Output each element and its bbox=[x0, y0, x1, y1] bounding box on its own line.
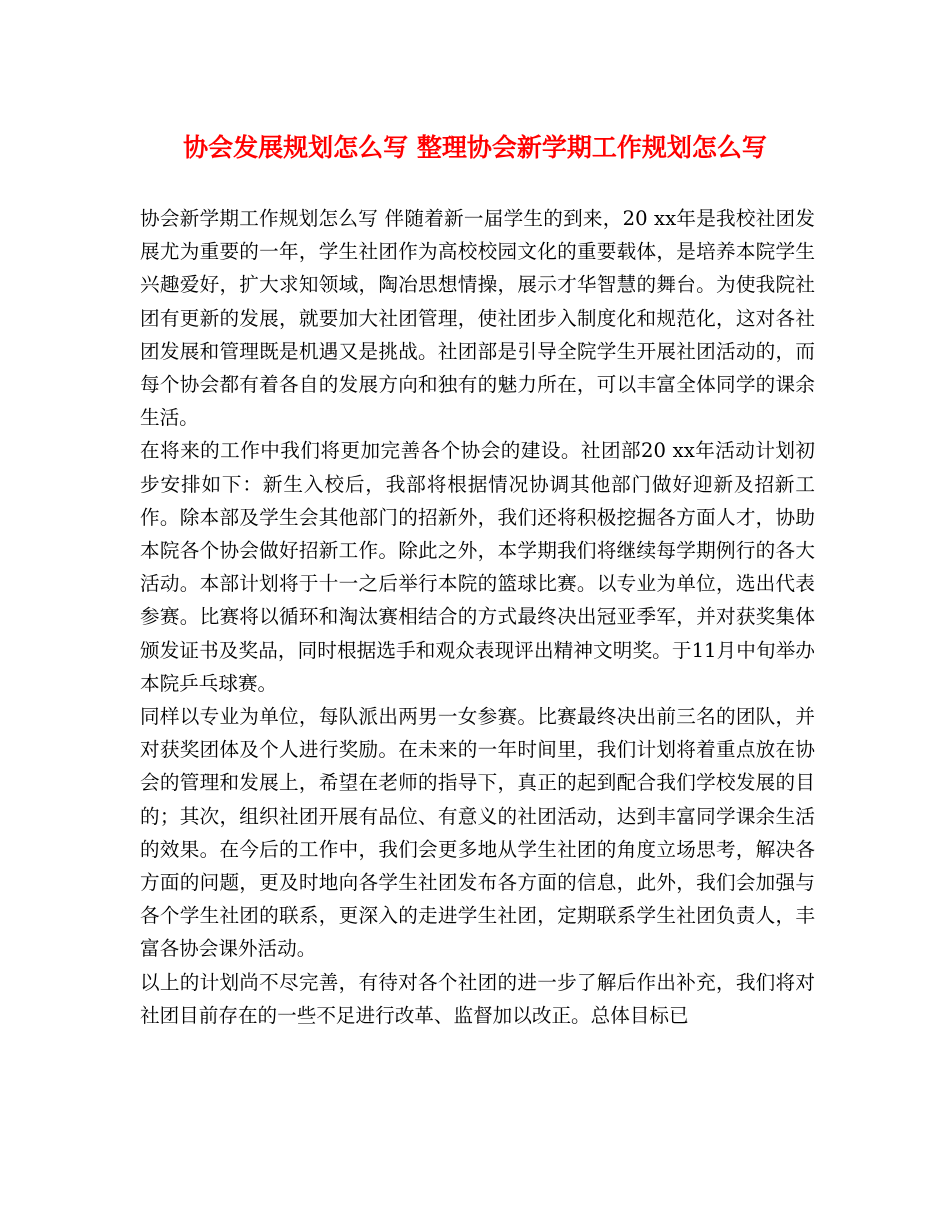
document-title: 协会发展规划怎么写 整理协会新学期工作规划怎么写 bbox=[183, 133, 767, 162]
paragraph-1: 协会新学期工作规划怎么写 伴随着新一届学生的到来，20 xx年是我校社团发展尤为重要的一年，学生社团作为高校校园文化的重要载体，是培养本院学生兴趣爱好，扩大求知领域，陶冶思想情操，展示才华智慧的舞台。为使我院社团有更新的发展，就要加大社团管理，使社团步入制度化和规范化，这对各社团发展和管理既是机遇又是挑战。社团部是引导全院学生开展社团活动的，而每个协会都有着各自的发展方向和独有的魅力所在，可以丰富全体同学的课余生活。 bbox=[140, 207, 815, 430]
paragraph-4: 以上的计划尚不尽完善，有待对各个社团的进一步了解后作出补充，我们将对社团目前存在的一些不足进行改革、监督加以改正。总体目标已 bbox=[140, 970, 815, 1027]
paragraph-2: 在将来的工作中我们将更加完善各个协会的建设。社团部20 xx年活动计划初步安排如下：新生入校后，我部将根据情况协调其他部门做好迎新及招新工作。除本部及学生会其他部门的招新外，我们还将积极挖掘各方面人才，协助本院各个协会做好招新工作。除此之外，本学期我们将继续每学期例行的各大活动。本部计划将于十一之后举行本院的篮球比赛。以专业为单位，选出代表参赛。比赛将以循环和淘汰赛相结合的方式最终决出冠亚季军，并对获奖集体颁发证书及奖品，同时根据选手和观众表现评出精神文明奖。于11月中旬举办本院乒乓球赛。 bbox=[140, 439, 815, 695]
document-body bbox=[140, 202, 815, 1032]
paragraph-3: 同样以专业为单位，每队派出两男一女参赛。比赛最终决出前三名的团队，并对获奖团体及个人进行奖励。在未来的一年时间里，我们计划将着重点放在协会的管理和发展上，希望在老师的指导下，真正的起到配合我们学校发展的目的；其次，组织社团开展有品位、有意义的社团活动，达到丰富同学课余生活的效果。在今后的工作中，我们会更多地从学生社团的角度立场思考，解决各方面的问题，更及时地向各学生社团发布各方面的信息，此外，我们会加强与各个学生社团的联系，更深入的走进学生社团，定期联系学生社团负责人，丰富各协会课外活动。 bbox=[140, 705, 815, 961]
